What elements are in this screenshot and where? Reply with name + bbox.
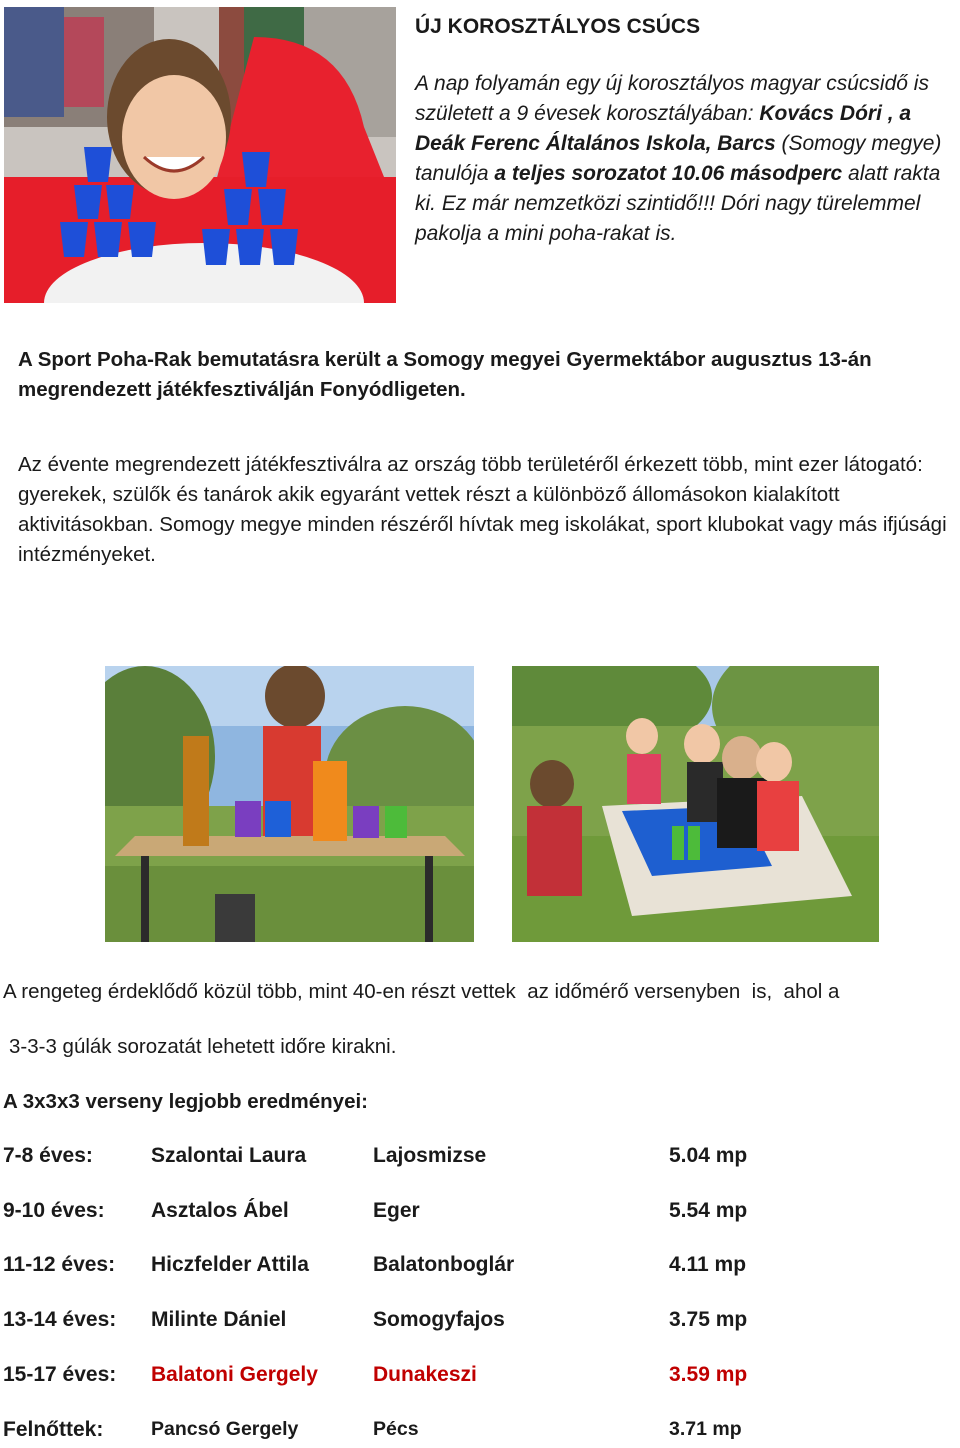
result-time: 3.75 mp <box>669 1308 748 1331</box>
result-time: 3.59 mp <box>669 1363 748 1386</box>
result-age: 9-10 éves: <box>3 1199 105 1222</box>
intro-text-3: alatt rakta ki. Ez már nemzetközi szintidő!!! Dóri nagy türelemmel pakolja a mini poha-rakat is. <box>415 162 941 245</box>
result-row-highlighted <box>3 1363 953 1393</box>
result-time: 5.54 mp <box>669 1199 748 1222</box>
results-title: A 3x3x3 verseny legjobb eredményei: <box>3 1090 368 1113</box>
result-name: Balatoni Gergely <box>151 1363 318 1386</box>
result-name: Asztalos Ábel <box>151 1199 289 1222</box>
result-row <box>3 1253 953 1283</box>
competition-line-2: 3-3-3 gúlák sorozatát lehetett időre kirakni. <box>9 1035 397 1058</box>
children-group-photo <box>512 666 879 942</box>
result-time: 3.71 mp <box>669 1418 742 1440</box>
girl-with-cups-photo <box>4 7 396 303</box>
result-city: Somogyfajos <box>373 1308 505 1331</box>
result-age: 15-17 éves: <box>3 1363 117 1386</box>
result-city: Pécs <box>373 1418 419 1440</box>
intro-bold-2: a teljes sorozatot 10.06 másodperc <box>494 162 843 185</box>
intro-text-2: (Somogy megye) tanulója <box>415 132 942 185</box>
intro-text-1: A nap folyamán egy új korosztályos magyar csúcsidő is született a 9 évesek korosztályában: <box>415 72 929 125</box>
boy-stacking-photo <box>105 666 474 942</box>
result-city: Eger <box>373 1199 420 1222</box>
result-age: 13-14 éves: <box>3 1308 117 1331</box>
result-name: Hiczfelder Attila <box>151 1253 309 1276</box>
intro-paragraph <box>415 69 960 249</box>
result-time: 4.11 mp <box>669 1253 747 1276</box>
result-time: 5.04 mp <box>669 1144 748 1167</box>
result-row <box>3 1144 953 1174</box>
result-city: Balatonboglár <box>373 1253 515 1276</box>
result-age: 11-12 éves: <box>3 1253 116 1276</box>
result-city: Dunakeszi <box>373 1363 477 1386</box>
result-row <box>3 1418 953 1448</box>
result-name: Milinte Dániel <box>151 1308 287 1331</box>
result-row <box>3 1308 953 1338</box>
result-age: Felnőttek: <box>3 1418 104 1441</box>
festival-paragraph: Az évente megrendezett játékfesztiválra az ország több területéről érkezett több, mint ezer látogató: gyerekek, szülők és tanárok akik egyaránt vettek részt a különböző állomásokon kialakított aktivitásokban. Somogy megye minden részéről hívtak meg iskolákat, sport klubokat vagy más ifjúsági intézményeket. <box>18 453 947 566</box>
result-city: Lajosmizse <box>373 1144 487 1167</box>
page-title: ÚJ KOROSZTÁLYOS CSÚCS <box>415 15 701 38</box>
result-name: Pancsó Gergely <box>151 1418 299 1440</box>
event-paragraph: A Sport Poha-Rak bemutatásra került a Somogy megyei Gyermektábor augusztus 13-án megrendezett játékfesztiválján Fonyódligeten. <box>18 348 872 401</box>
result-row <box>3 1199 953 1229</box>
competition-line-1: A rengeteg érdeklődő közül több, mint 40-en részt vettek az időmérő versenyben is, ahol a <box>3 980 840 1003</box>
intro-bold-1: Kovács Dóri , a Deák Ferenc Általános Iskola, Barcs <box>415 102 912 155</box>
result-age: 7-8 éves: <box>3 1144 93 1167</box>
result-name: Szalontai Laura <box>151 1144 307 1167</box>
